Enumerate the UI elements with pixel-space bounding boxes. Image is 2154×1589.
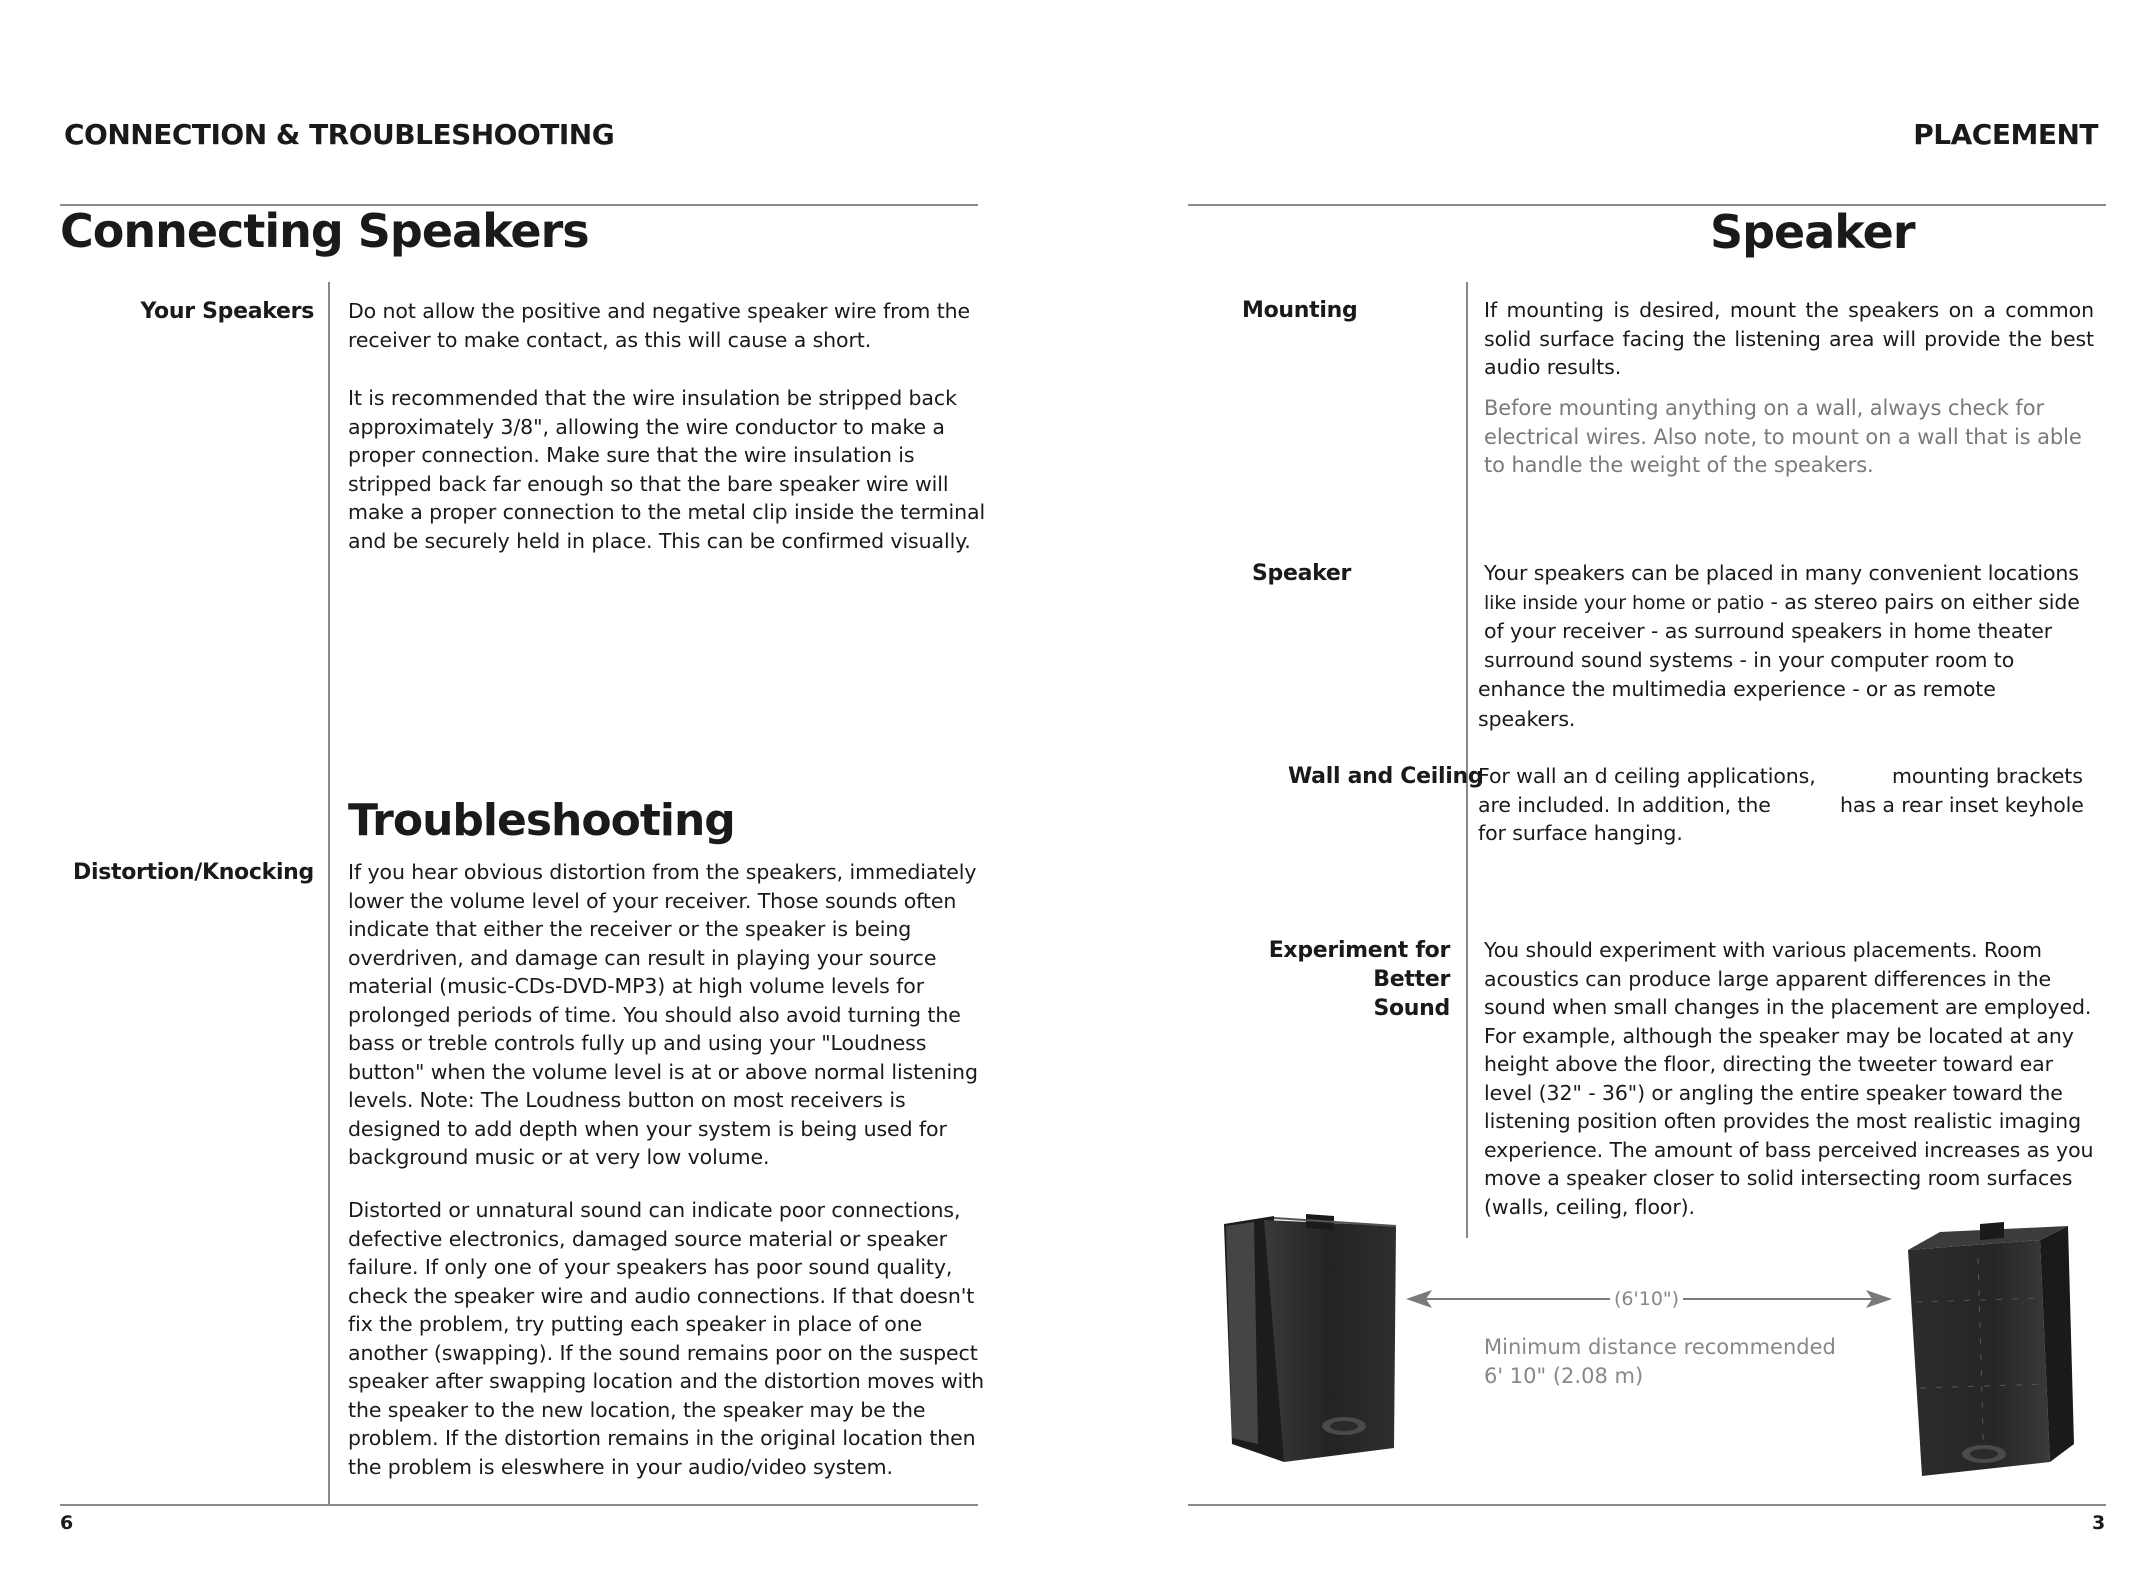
speaker-line-2b: - as stereo pairs on either side <box>1764 589 2080 614</box>
left-section-header: CONNECTION & TROUBLESHOOTING <box>64 118 615 151</box>
left-page-title: Connecting Speakers <box>60 204 589 258</box>
mounting-warning-note: Before mounting anything on a wall, always check for electrical wires. Also note, to mount on a wall that is able to handle the weight of the speakers. <box>1484 396 2082 477</box>
wall-ceiling-line-2b: has a rear inset keyhole <box>1840 792 2084 817</box>
left-page-number: 6 <box>60 1512 74 1534</box>
troubleshooting-title: Troubleshooting <box>348 795 735 846</box>
wall-ceiling-line-2a: are included. In addition, the <box>1478 792 1771 817</box>
wall-ceiling-line-1 <box>1478 762 2108 791</box>
right-page-number: 3 <box>2092 1512 2106 1534</box>
distortion-para-2: Distorted or unnatural sound can indicate poor connections, defective electronics, damaged source material or speaker failure. If only one of your speakers has poor sound quality, check the speaker wire and audio connections. If that doesn't fix the problem, try putting each speaker in place of one another (swapping). If the sound remains poor on the suspect speaker after swapping location and the distortion moves with the speaker to the new location, the speaker may be the problem. If the distortion remains in the original location then the problem is eleswhere in your audio/video system. <box>348 1198 984 1479</box>
distortion-para-1: If you hear obvious distortion from the speakers, immediately lower the volume level of your receiver. Those sounds often indicate that either the receiver or the speaker is being overdriven, and damage can result in playing your source material (music-CDs-DVD-MP3) at high volume levels for prolonged periods of time. You should also avoid turning the bass or treble controls fully up and using your "Loudness button" when the volume level is at or above normal listening levels. Note: The Loudness button on most receivers is designed to add depth when your system is being used for background music or at very low volume. <box>348 860 978 1169</box>
left-speaker-icon <box>1214 1212 1402 1470</box>
speaker-line-3: of your receiver - as surround speakers in home theater <box>1484 619 2053 643</box>
wall-ceiling-line-1a: For wall an d ceiling applications, <box>1478 764 1816 788</box>
speaker-line-5: enhance the multimedia experience - or as remote <box>1478 677 1996 701</box>
speaker-line-2 <box>1478 588 2108 618</box>
wall-ceiling-label: Wall and Ceiling <box>1288 764 1484 789</box>
experiment-para-1: You should experiment with various placements. Room acoustics can produce large apparent differences in the sound when small changes in the placement are employed. For example, although the speaker may be located at any height above the floor, directing the tweeter toward ear level (32" - 36") or angling the entire speaker toward the listening position often provides the most realistic imaging experience. The amount of bass perceived increases as you move a speaker closer to solid intersecting room surfaces (walls, ceiling, floor). <box>1484 938 2094 1219</box>
speaker-line-1: Your speakers can be placed in many convenient locations <box>1484 561 2079 585</box>
distance-caption <box>1484 1333 1836 1391</box>
distance-dimension-label: (6'10") <box>1610 1288 1683 1310</box>
distortion-knocking-label: Distortion/Knocking <box>73 860 314 885</box>
wall-ceiling-line-2 <box>1478 791 2108 820</box>
wall-ceiling-text <box>1478 762 2108 848</box>
right-bottom-rule <box>1188 1504 2106 1506</box>
speaker-placement-text <box>1478 559 2108 734</box>
speaker-line-6: speakers. <box>1478 707 1576 731</box>
mounting-label: Mounting <box>1242 298 1358 323</box>
right-speaker-icon <box>1900 1218 2080 1480</box>
speaker-line-2a: like inside your home or patio <box>1484 591 1765 614</box>
speaker-label: Speaker <box>1252 561 1352 586</box>
distance-caption-line-2: 6' 10" (2.08 m) <box>1484 1364 1644 1388</box>
right-top-rule <box>1188 204 2106 206</box>
speaker-line-4: surround sound systems - in your computer room to <box>1484 647 2015 672</box>
wall-ceiling-line-3: for surface hanging. <box>1478 821 1683 845</box>
experiment-label-line-2: Sound <box>1373 996 1450 1021</box>
your-speakers-label: Your Speakers <box>140 299 314 324</box>
right-page-title: Speaker <box>1710 205 1915 259</box>
wall-ceiling-line-1b: mounting brackets <box>1892 764 2083 788</box>
left-column-divider <box>328 282 330 1504</box>
experiment-label <box>1200 936 1450 1023</box>
distance-caption-line-1: Minimum distance recommended <box>1484 1335 1836 1359</box>
your-speakers-para-2: It is recommended that the wire insulation be stripped back approximately 3/8", allowing the wire conductor to make a proper connection. Make sure that the wire insulation is stripped back far enough so that the bare speaker wire will make a proper connection to the metal clip inside the terminal and be securely held in place. This can be confirmed visually. <box>348 386 986 553</box>
right-column-divider <box>1466 282 1468 1238</box>
your-speakers-para-1: Do not allow the positive and negative speaker wire from the receiver to make contact, as this will cause a short. <box>348 299 971 352</box>
left-bottom-rule <box>60 1504 978 1506</box>
mounting-para-1: If mounting is desired, mount the speakers on a common solid surface facing the listening area will provide the best audio results. <box>1484 298 2094 379</box>
experiment-label-line-1: Experiment for Better <box>1268 938 1450 992</box>
right-section-header: PLACEMENT <box>1913 118 2098 151</box>
